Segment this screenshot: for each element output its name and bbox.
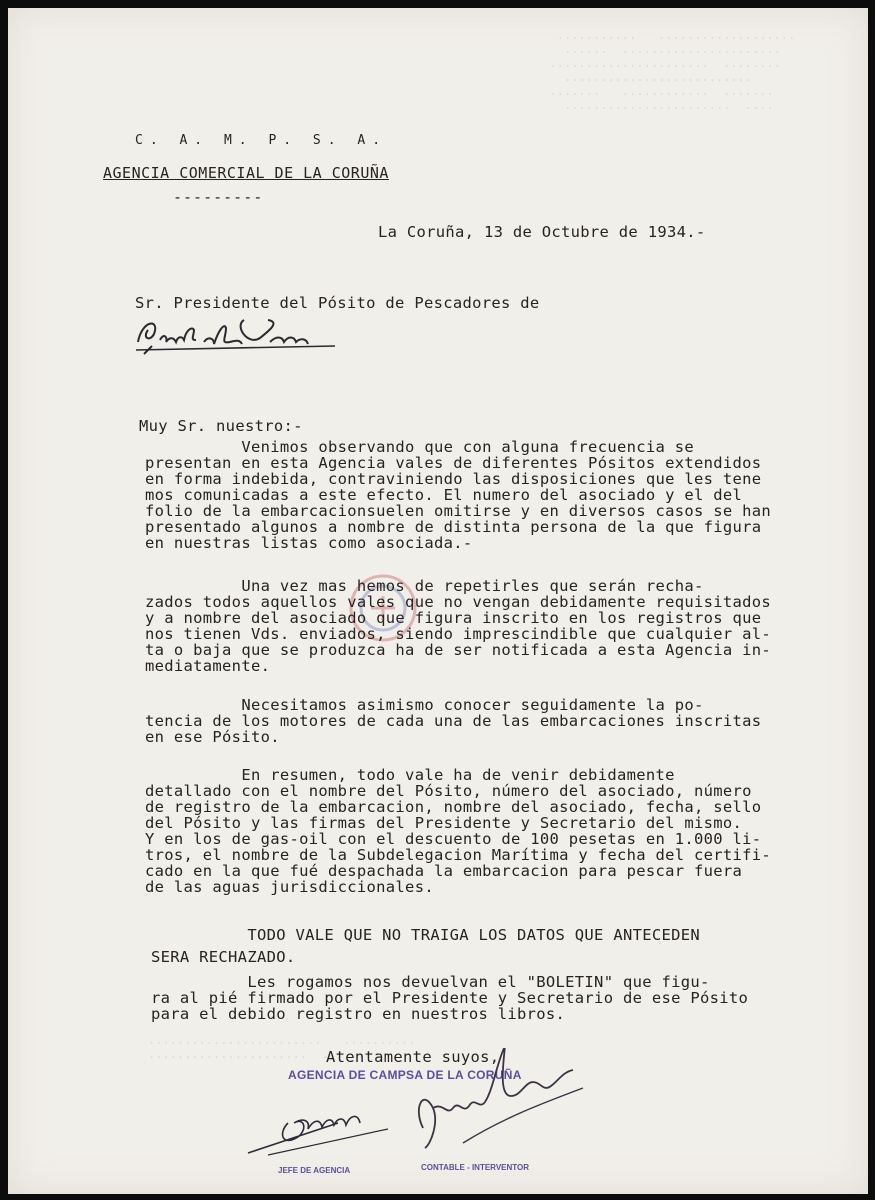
body-paragraph-5-emphasis: TODO VALE QUE NO TRAIGA LOS DATOS QUE ANTECEDEN SERA RECHAZADO. xyxy=(151,926,701,966)
signature-jefe-de-agencia xyxy=(238,1093,408,1163)
body-paragraph-6: Les rogamos nos devuelvan el "BOLETIN" que figu- ra al pié firmado por el Presidente y Secretario de ese Pósito para el debido registro en nuestros libros. xyxy=(151,973,749,1023)
body-paragraph-1: Venimos observando que con alguna frecuencia se presentan en esta Agencia vales de diferentes Pósitos extendidos en forma indebida, contraviniendo las disposiciones que les tene mos comunicadas a este efecto. El numero del asociado y el del folio de la embarcacionsuelen omitirse y en diversos casos se han presentado algunos a nombre de distinta persona de la que figura en nuestras listas como asociada.- xyxy=(145,438,772,552)
addressee-line: Sr. Presidente del Pósito de Pescadores de xyxy=(135,294,540,312)
body-paragraph-2: Una vez mas hemos de repetirles que serán recha- zados todos aquellos vales que no vengan debidamente requisitados y a nombre del asociado que figura inscrito en los registros que nos tienen Vds. enviados, siendo imprescindible que cualquier al- ta o baja que se produzca ha de ser notificada a esta Agencia in- mediatamente. xyxy=(145,577,772,675)
date-line: La Coruña, 13 de Octubre de 1934.- xyxy=(378,223,706,241)
letter-page xyxy=(8,8,868,1194)
letterhead-rule: --------- xyxy=(173,188,264,206)
body-paragraph-4: En resumen, todo vale ha de venir debidamente detallado con el nombre del Pósito, número del asociado, número de registro de la embarcacion, nombre del asociado, fecha, sello del Pósito y las firmas del Presidente y Secretario del mismo. Y en los de gas-oil con el descuento de 100 pesetas en 1.000 li- tros, el nombre de la Subdelegacion Marítima y fecha del certifi- cado en la que fué despachada la embarcacion para pescar fuera de las aguas jurisdiccionales. xyxy=(145,766,772,896)
body-paragraph-3: Necesitamos asimismo conocer seguidamente la po- tencia de los motores de cada una de las embarcaciones inscritas en ese Pósito. xyxy=(145,696,762,746)
signature-contable-interventor xyxy=(403,1048,603,1158)
bleed-through-text: ........... ................... ...... ...................... ...................... ........ .......................... ....... ............ ....... ....................... .... xyxy=(549,28,796,112)
agency-stamp: AGENCIA DE CAMPSA DE LA CORUÑA xyxy=(288,1068,522,1082)
handwritten-place xyxy=(130,312,340,360)
letterhead-acronym: C. A. M. P. S. A. xyxy=(135,133,388,148)
handwritten-place-scrawl xyxy=(130,312,340,356)
role-label-left: JEFE DE AGENCIA xyxy=(278,1166,351,1175)
salutation: Muy Sr. nuestro:- xyxy=(139,417,303,435)
closing-line: Atentamente suyos, xyxy=(326,1048,500,1066)
letterhead-agency: AGENCIA COMERCIAL DE LA CORUÑA xyxy=(103,164,389,182)
role-label-right: CONTABLE - INTERVENTOR xyxy=(421,1163,530,1172)
bleed-through-text-bottom: ........................ .......... ...................... ....... xyxy=(148,1033,416,1061)
